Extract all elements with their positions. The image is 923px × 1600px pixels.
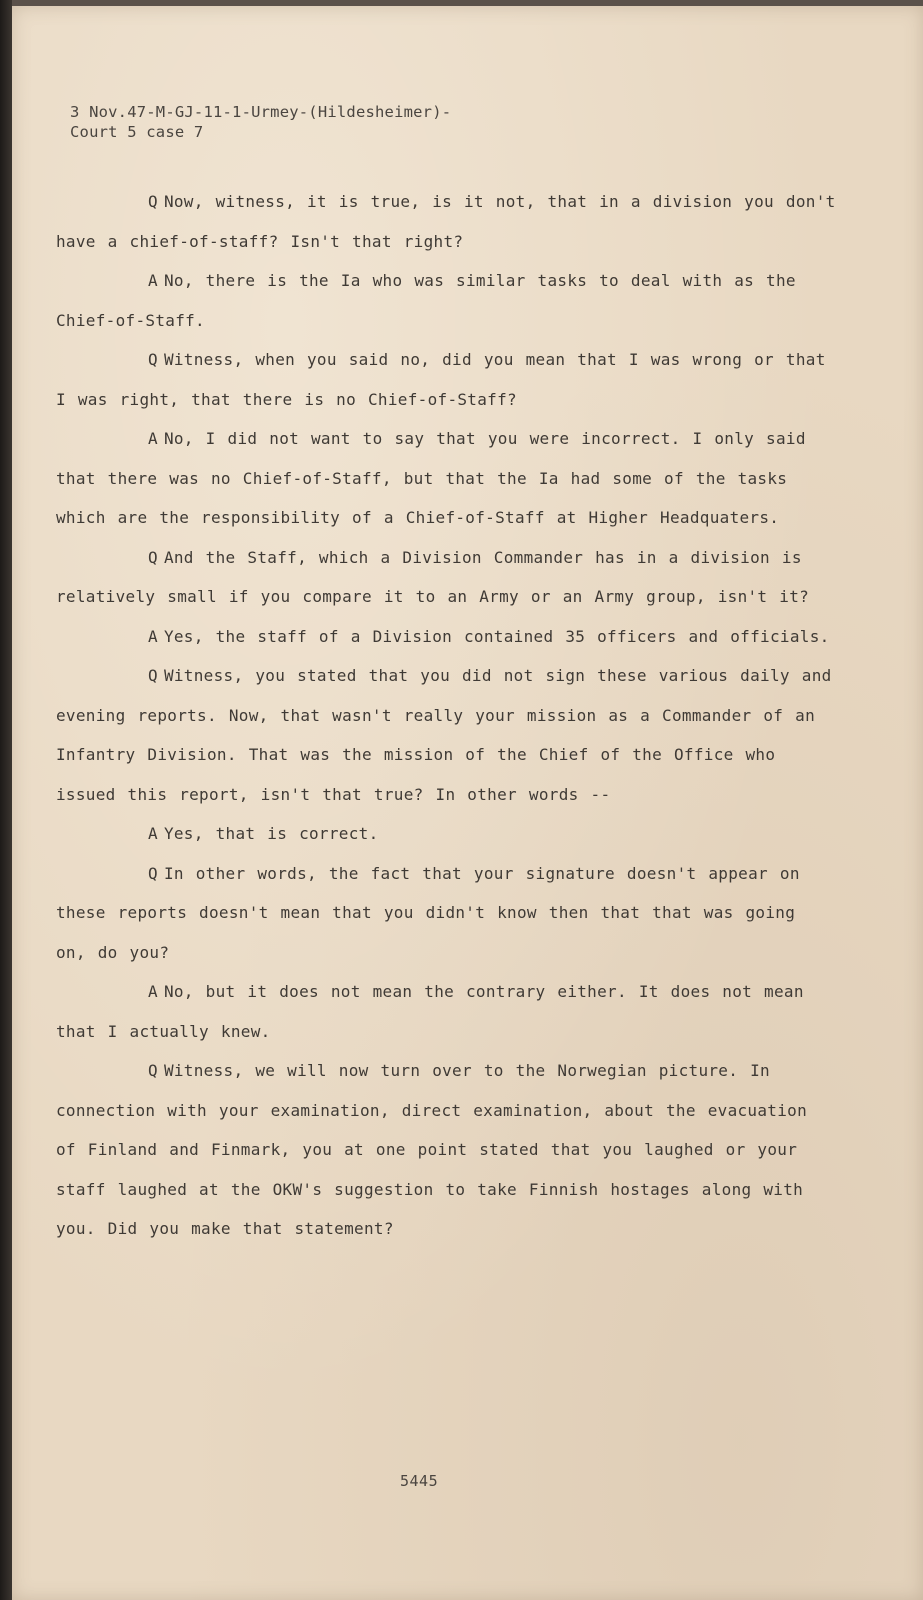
transcript-body [56, 182, 836, 1249]
paragraph-text: Yes, that is correct. [163, 824, 379, 843]
speaker-tag: A [148, 429, 158, 448]
paragraph [56, 340, 836, 419]
speaker-tag: Q [148, 547, 158, 567]
paragraph [56, 617, 836, 657]
transcript-page [12, 6, 923, 1600]
speaker-tag: Q [148, 863, 158, 883]
page-number: 5445 [400, 1472, 439, 1490]
paragraph-text: Witness, when you said no, did you mean that I was wrong or that I was right, that there is no Chief-of-Staff? [56, 350, 826, 409]
paragraph-text: No, I did not want to say that you were incorrect. I only said that there was no Chief-of-Staff, but that the Ia had some of the tasks which are the responsibility of a Chief-of-Staff at Higher Headquaters. [56, 429, 806, 527]
speaker-tag: A [148, 626, 158, 646]
paragraph-text: Witness, you stated that you did not sign these various daily and evening reports. Now, that wasn't really your mission as a Commander of an Infantry Division. That was the mission of the Chief of the Office who issued this report, isn't that true? In other words -- [56, 666, 832, 804]
paragraph [56, 814, 836, 854]
paragraph [56, 854, 836, 973]
paragraph-text: In other words, the fact that your signature doesn't appear on these reports doesn't mean that you didn't know then that that was going on, do you? [56, 863, 800, 962]
paragraph-text: No, but it does not mean the contrary either. It does not mean that I actually knew. [56, 982, 804, 1041]
speaker-tag: A [148, 271, 158, 290]
speaker-tag: A [148, 982, 158, 1001]
paragraph [56, 1051, 836, 1249]
header-line-2: Court 5 case 7 [70, 123, 204, 141]
speaker-tag: Q [148, 666, 158, 685]
speaker-tag: Q [148, 192, 158, 211]
paragraph-text: And the Staff, which a Division Commander has in a division is relatively small if you compare it to an Army or an Army group, isn't it? [56, 547, 810, 606]
paragraph [56, 261, 836, 340]
paragraph [56, 656, 836, 814]
paragraph [56, 538, 836, 617]
header-line-1: 3 Nov.47-M-GJ-11-1-Urmey-(Hildesheimer)- [70, 103, 452, 121]
paragraph-text: Yes, the staff of a Division contained 35 officers and officials. [163, 626, 830, 646]
scan-left-edge [0, 0, 12, 1600]
speaker-tag: A [148, 824, 158, 843]
paragraph [56, 419, 836, 538]
document-header [70, 102, 451, 142]
speaker-tag: Q [148, 1061, 158, 1080]
paragraph [56, 972, 836, 1051]
paragraph [56, 182, 836, 261]
speaker-tag: Q [148, 350, 158, 369]
paragraph-text: Now, witness, it is true, is it not, that in a division you don't have a chief-of-staff? Isn't that right? [56, 192, 836, 251]
paragraph-text: No, there is the Ia who was similar tasks to deal with as the Chief-of-Staff. [56, 271, 796, 330]
paragraph-text: Witness, we will now turn over to the Norwegian picture. In connection with your examination, direct examination, about the evacuation of Finland and Finmark, you at one point stated that you laughed or your staff laughed at the OKW's suggestion to take Finnish hostages along with you. Did you make that statement? [56, 1061, 808, 1238]
